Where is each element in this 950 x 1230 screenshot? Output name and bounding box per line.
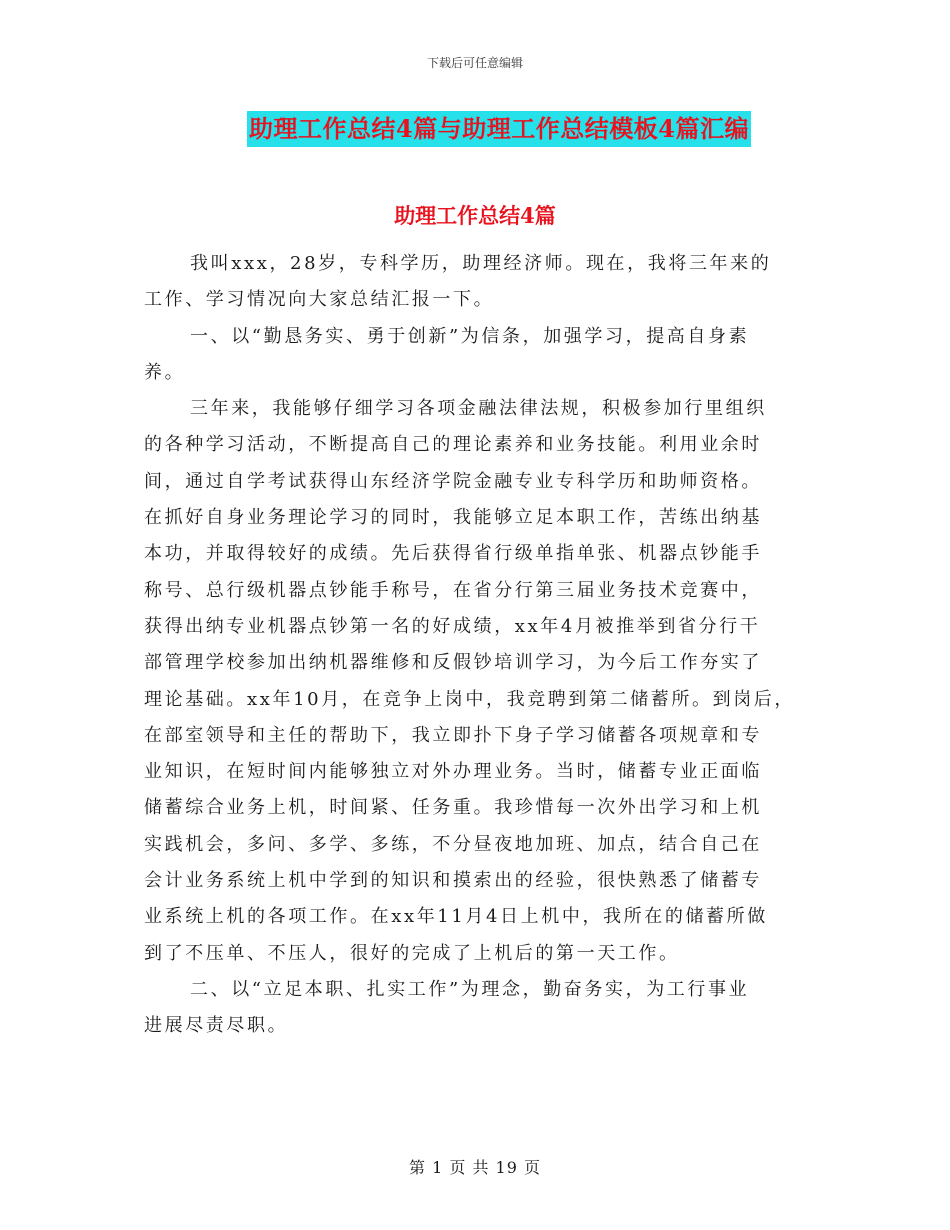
section-title: 助理工作总结4篇	[394, 203, 556, 228]
paragraph-line: 二、以“立足本职、扎实工作”为理念，勤奋务实，为工行事业	[190, 978, 750, 1000]
paragraph-line: 在部室领导和主任的帮助下，我立即扑下身子学习储蓄各项规章和专	[144, 724, 762, 746]
document-title: 助理工作总结4篇与助理工作总结模板4篇汇编	[247, 111, 751, 147]
paragraph-line: 工作、学习情况向大家总结汇报一下。	[144, 289, 495, 311]
paragraph-line: 业知识，在短时间内能够独立对外办理业务。当时，储蓄专业正面临	[144, 761, 762, 783]
paragraph-line: 部管理学校参加出纳机器维修和反假钞培训学习，为今后工作夯实了	[144, 652, 762, 674]
paragraph-line: 在抓好自身业务理论学习的同时，我能够立足本职工作，苦练出纳基	[144, 507, 762, 529]
paragraph-line: 理论基础。xx年10月，在竞争上岗中，我竞聘到第二储蓄所。到岗后，	[144, 688, 796, 710]
paragraph-line: 会计业务系统上机中学到的知识和摸索出的经验，很快熟悉了储蓄专	[144, 870, 762, 892]
document-title-container	[0, 111, 950, 147]
page-number-footer: 第 1 页 共 19 页	[409, 1158, 541, 1177]
paragraph-line: 三年来，我能够仔细学习各项金融法律法规，积极参加行里组织	[190, 398, 767, 420]
paragraph-line: 获得出纳专业机器点钞第一名的好成绩，xx年4月被推举到省分行干	[144, 615, 761, 637]
paragraph-line: 间，通过自学考试获得山东经济学院金融专业专科学历和助师资格。	[144, 470, 762, 492]
paragraph-line: 我叫xxx，28岁，专科学历，助理经济师。现在，我将三年来的	[190, 253, 772, 274]
paragraph-line: 的各种学习活动，不断提高自己的理论素养和业务技能。利用业余时	[144, 434, 762, 456]
paragraph-line: 称号、总行级机器点钞能手称号，在省分行第三届业务技术竞赛中，	[144, 579, 762, 601]
paragraph-line: 实践机会，多问、多学、多练，不分昼夜地加班、加点，结合自己在	[144, 833, 762, 855]
paragraph-line: 一、以“勤恳务实、勇于创新”为信条，加强学习，提高自身素	[190, 325, 750, 347]
body-text	[144, 246, 824, 1045]
paragraph-line: 养。	[144, 361, 186, 383]
paragraph-line: 进展尽责尽职。	[144, 1015, 289, 1037]
paragraph-line: 储蓄综合业务上机，时间紧、任务重。我珍惜每一次外出学习和上机	[144, 797, 762, 819]
paragraph-line: 业系统上机的各项工作。在xx年11月4日上机中，我所在的储蓄所做	[144, 906, 768, 928]
header-note: 下载后可任意编辑	[426, 56, 523, 70]
paragraph-line: 本功，并取得较好的成绩。先后获得省行级单指单张、机器点钞能手	[144, 543, 762, 565]
paragraph-line: 到了不压单、不压人，很好的完成了上机后的第一天工作。	[144, 942, 680, 964]
